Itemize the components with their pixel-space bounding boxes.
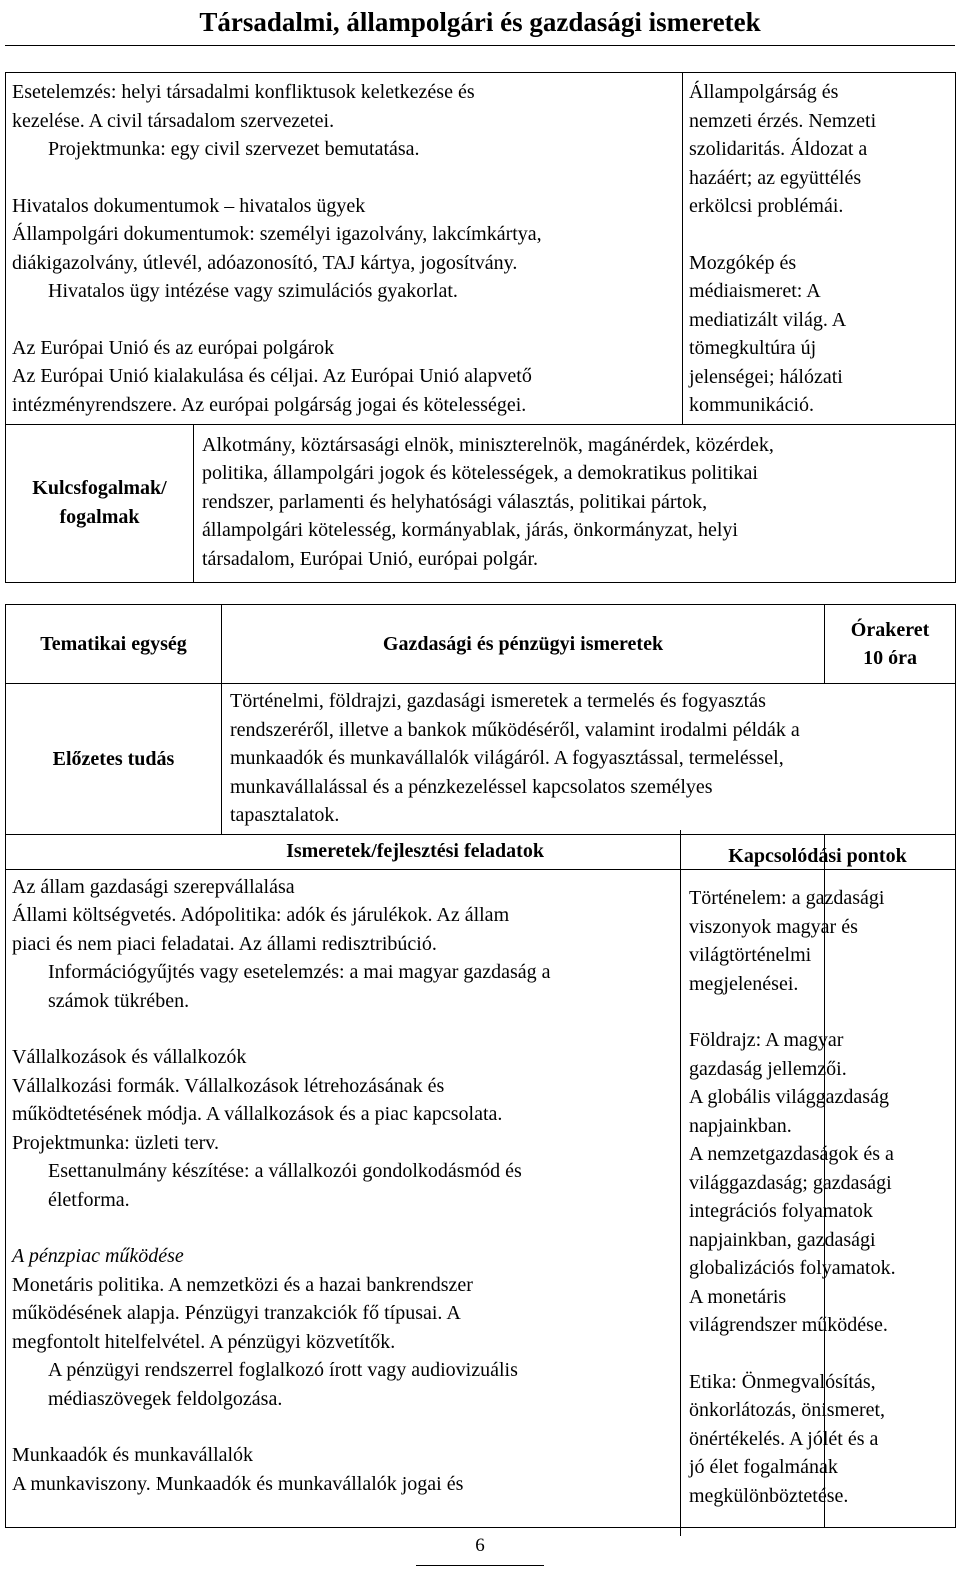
text-line: politika, állampolgári jogok és kötelességek, a demokratikus politikai bbox=[202, 462, 758, 484]
text-line: Információgyűjtés vagy esetelemzés: a mai magyar gazdaság a bbox=[48, 961, 551, 983]
section-heading: Az állam gazdasági szerepvállalása bbox=[12, 875, 295, 898]
text-line: társadalom, Európai Unió, európai polgár. bbox=[202, 547, 539, 570]
text-line: kezelése. A civil társadalom szervezetei. bbox=[12, 109, 335, 132]
text-line: nemzeti érzés. Nemzeti bbox=[689, 109, 877, 132]
text-line: A pénzügyi rendszerrel foglalkozó írott vagy audiovizuális bbox=[48, 1359, 518, 1381]
text-line: Az Európai Unió kialakulása és céljai. Az Európai Unió alapvető bbox=[12, 365, 532, 387]
text-line: megkülönböztetése. bbox=[689, 1484, 849, 1507]
text-line: megfontolt hitelfelvétel. A pénzügyi közvetítők. bbox=[12, 1330, 396, 1353]
text-line: Történelem: a gazdasági bbox=[689, 887, 885, 909]
prior-text-cell bbox=[222, 684, 956, 835]
text-line: globalizációs folyamatok. bbox=[689, 1257, 896, 1279]
text-line: önkorlátozás, önismeret, bbox=[689, 1399, 886, 1421]
prior-label-cell bbox=[6, 684, 222, 835]
text-line: tömegkultúra új bbox=[689, 337, 817, 359]
text-line: számok tükrében. bbox=[48, 989, 190, 1012]
section-heading: Hivatalos dokumentumok – hivatalos ügyek bbox=[12, 194, 366, 217]
content-cell bbox=[6, 73, 683, 425]
prior-knowledge-row bbox=[6, 684, 956, 835]
text-line: mediatizált világ. A bbox=[689, 308, 847, 331]
unit-label: Tematikai egység bbox=[40, 632, 187, 655]
text-line: gazdaság jellemzői. bbox=[689, 1057, 847, 1080]
text-line: megjelenései. bbox=[689, 972, 799, 995]
text-line: munkavállalással és a pénzkezeléssel kapcsolatos személyes bbox=[230, 775, 713, 798]
text-line: szolidaritás. Áldozat a bbox=[689, 138, 868, 160]
tasks-header: Ismeretek/fejlesztési feladatok bbox=[286, 840, 544, 863]
text-line: A nemzetgazdaságok és a bbox=[689, 1143, 894, 1165]
text-line: működtetésének módja. A vállalkozások és a piac kapcsolata. bbox=[12, 1103, 503, 1125]
unit-title-cell bbox=[222, 605, 825, 684]
text-line: hazáért; az együttélés bbox=[689, 166, 862, 189]
text-line: médiaismeret: A bbox=[689, 280, 821, 302]
text-line: világtörténelmi bbox=[689, 944, 812, 966]
text-line: életforma. bbox=[48, 1188, 130, 1211]
text-line: Vállalkozási formák. Vállalkozások létrehozásának és bbox=[12, 1074, 445, 1097]
section-heading: Az Európai Unió és az európai polgárok bbox=[12, 336, 335, 359]
text-line: rendszer, parlamenti és helyhatósági választás, politikai pártok, bbox=[202, 490, 708, 513]
text-line: A monetáris bbox=[689, 1285, 787, 1308]
text-line: napjainkban. bbox=[689, 1114, 792, 1137]
header-divider bbox=[5, 45, 955, 46]
text-line: Hivatalos ügy intézése vagy szimulációs gyakorlat. bbox=[48, 280, 458, 302]
text-line: A munkaviszony. Munkaadók és munkavállalók jogai és bbox=[12, 1472, 464, 1495]
spacer bbox=[689, 998, 951, 1026]
unit-label-cell bbox=[6, 605, 222, 684]
text-line: napjainkban, gazdasági bbox=[689, 1228, 876, 1251]
text-line: világgazdaság; gazdasági bbox=[689, 1171, 892, 1194]
keywords-cell bbox=[194, 424, 956, 582]
text-line: Történelmi, földrajzi, gazdasági ismeretek a termelés és fogyasztás bbox=[230, 690, 766, 712]
links-header: Kapcsolódási pontok bbox=[728, 845, 907, 867]
unit-title: Gazdasági és pénzügyi ismeretek bbox=[382, 632, 664, 655]
keywords-label: fogalmak bbox=[59, 505, 140, 528]
footer-divider bbox=[416, 1565, 544, 1566]
text-line: működésének alapja. Pénzügyi tranzakciók fő típusai. A bbox=[12, 1302, 461, 1324]
text-line: viszonyok magyar és bbox=[689, 915, 858, 938]
text-line: intézményrendszere. Az európai polgárság jogai és kötelességei. bbox=[12, 393, 527, 416]
hours-cell bbox=[825, 605, 956, 684]
spacer bbox=[689, 1340, 951, 1368]
text-line: Földrajz: A magyar bbox=[689, 1029, 844, 1051]
section-heading: Munkaadók és munkavállalók bbox=[12, 1444, 254, 1466]
text-line: Esetelemzés: helyi társadalmi konfliktusok keletkezése és bbox=[12, 81, 475, 103]
text-line: kommunikáció. bbox=[689, 394, 814, 416]
text-line: tapasztalatok. bbox=[230, 804, 340, 826]
unit-title-row bbox=[6, 605, 956, 684]
section-heading: Vállalkozások és vállalkozók bbox=[12, 1046, 247, 1068]
page-title: Társadalmi, állampolgári és gazdasági ismeretek bbox=[199, 7, 761, 37]
text-line: Projektmunka: egy civil szervezet bemutatása. bbox=[48, 138, 420, 160]
content-row bbox=[6, 73, 956, 425]
text-line: Esettanulmány készítése: a vállalkozói gondolkodásmód és bbox=[48, 1160, 522, 1182]
hours-value: 10 óra bbox=[863, 647, 917, 669]
text-line: piaci és nem piaci feladatai. Az állami redisztribúció. bbox=[12, 932, 437, 955]
text-line: Mozgókép és bbox=[689, 251, 797, 274]
hours-label: Órakeret bbox=[850, 618, 930, 641]
text-line: integrációs folyamatok bbox=[689, 1200, 873, 1222]
keywords-row bbox=[6, 424, 956, 582]
text-line: Projektmunka: üzleti terv. bbox=[12, 1131, 219, 1154]
text-line: erkölcsi problémái. bbox=[689, 195, 844, 217]
text-line: Monetáris politika. A nemzetközi és a hazai bankrendszer bbox=[12, 1273, 473, 1296]
page-number: 6 bbox=[475, 1535, 485, 1556]
text-line: jelenségei; hálózati bbox=[689, 365, 843, 388]
keywords-label: Kulcsfogalmak/ bbox=[32, 477, 167, 499]
spacer bbox=[12, 164, 676, 192]
connections-cell bbox=[683, 73, 956, 425]
links-text bbox=[689, 884, 951, 1510]
links-column-border bbox=[680, 830, 681, 1536]
text-line: diákigazolvány, útlevél, adóazonosító, TAJ kártya, jogosítvány. bbox=[12, 251, 518, 274]
text-line: állampolgári kötelesség, kormányablak, járás, önkormányzat, helyi bbox=[202, 519, 738, 541]
text-line: médiaszövegek feldolgozása. bbox=[48, 1387, 283, 1410]
text-line: önértékelés. A jólét és a bbox=[689, 1427, 879, 1450]
spacer bbox=[689, 221, 949, 249]
text-line: jó élet fogalmának bbox=[689, 1456, 838, 1478]
text-line: rendszeréről, illetve a bankok működéséről, valamint irodalmi példák a bbox=[230, 718, 800, 741]
text-line: Állami költségvetés. Adópolitika: adók és járulékok. Az állam bbox=[12, 904, 510, 926]
text-line: munkaadók és munkavállalók világáról. A fogyasztással, termeléssel, bbox=[230, 747, 784, 769]
prior-label: Előzetes tudás bbox=[52, 747, 175, 770]
text-line: Etika: Önmegvalósítás, bbox=[689, 1370, 876, 1393]
keywords-label-cell bbox=[6, 424, 194, 582]
text-line: A globális világgazdaság bbox=[689, 1086, 889, 1108]
text-line: Alkotmány, köztársasági elnök, miniszterelnök, magánérdek, közérdek, bbox=[202, 433, 774, 456]
top-table bbox=[5, 72, 956, 583]
spacer bbox=[12, 306, 676, 334]
text-line: világrendszer működése. bbox=[689, 1314, 888, 1336]
section-heading: A pénzpiac működése bbox=[12, 1245, 184, 1267]
text-line: Állampolgárság és bbox=[689, 81, 839, 103]
text-line: Állampolgári dokumentumok: személyi igazolvány, lakcímkártya, bbox=[12, 223, 542, 245]
